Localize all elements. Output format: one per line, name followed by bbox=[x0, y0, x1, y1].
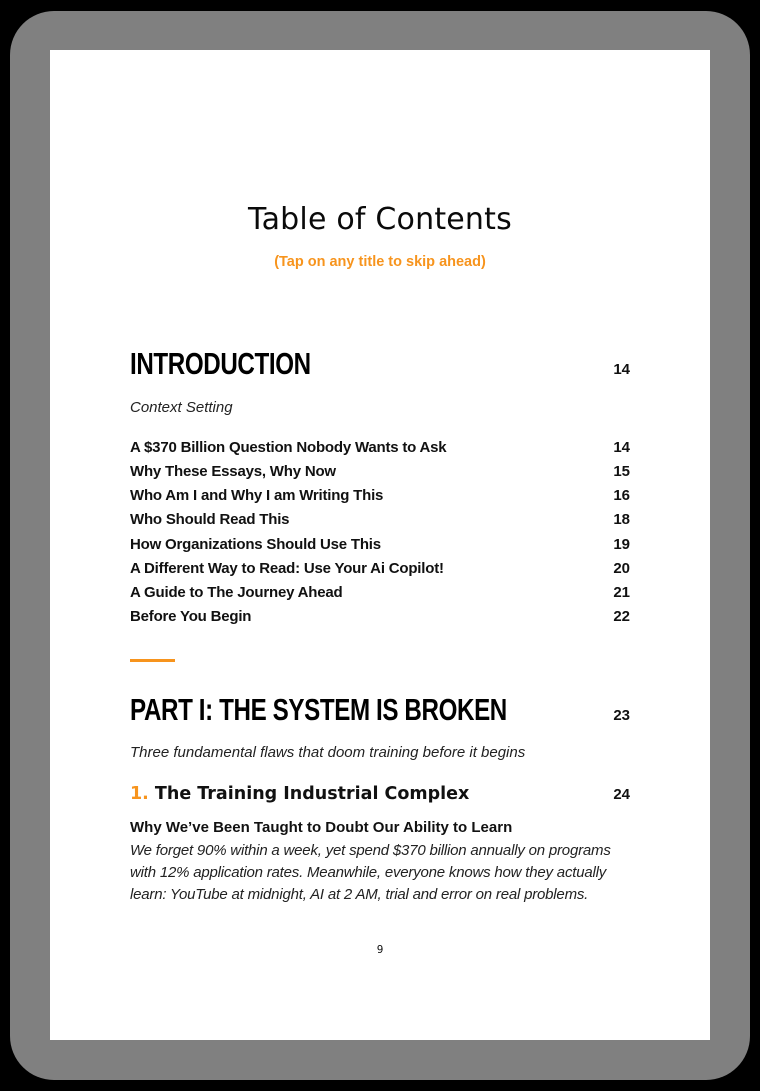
entry-title: Who Am I and Why I am Writing This bbox=[130, 487, 384, 504]
document-page bbox=[50, 50, 710, 1040]
entry-title: How Organizations Should Use This bbox=[130, 536, 381, 553]
page-number: 21 bbox=[613, 584, 630, 601]
entry-title: Why These Essays, Why Now bbox=[130, 463, 336, 480]
part-description: Context Setting bbox=[130, 399, 233, 416]
page-subtitle: (Tap on any title to skip ahead) bbox=[274, 254, 486, 270]
page-title: Table of Contents bbox=[248, 202, 512, 237]
toc-entry[interactable] bbox=[130, 463, 630, 480]
page-number: 19 bbox=[613, 536, 630, 553]
part-title: PART I: THE SYSTEM IS BROKEN bbox=[130, 692, 507, 727]
toc-entry[interactable] bbox=[130, 560, 630, 577]
entry-title: Before You Begin bbox=[130, 608, 252, 625]
toc-chapter-1[interactable] bbox=[130, 784, 630, 804]
part-title: INTRODUCTION bbox=[130, 346, 311, 381]
chapter-blurb: We forget 90% within a week, yet spend $370 billion annually on programs with 12% application rates. Meanwhile, everyone knows how they actually learn: YouTube at midnight, AI at 2 AM, trial and error on real problems. bbox=[130, 842, 611, 903]
page-number: 18 bbox=[613, 511, 630, 528]
entry-title: A Guide to The Journey Ahead bbox=[130, 584, 343, 601]
entry-title: A $370 Billion Question Nobody Wants to Ask bbox=[130, 439, 447, 456]
toc-part-1[interactable] bbox=[130, 692, 630, 728]
page-number: 14 bbox=[613, 361, 630, 378]
toc-part-introduction[interactable] bbox=[130, 346, 630, 382]
entry-title: A Different Way to Read: Use Your Ai Copilot! bbox=[130, 560, 444, 577]
page-number: 24 bbox=[613, 786, 630, 803]
page-number: 14 bbox=[613, 439, 630, 456]
chapter-subheading: Why We’ve Been Taught to Doubt Our Ability to Learn bbox=[130, 819, 513, 836]
toc-entry[interactable] bbox=[130, 487, 630, 504]
page-number: 22 bbox=[613, 608, 630, 625]
chapter-number: 1. bbox=[130, 784, 149, 804]
toc-entry[interactable] bbox=[130, 584, 630, 601]
page-number: 23 bbox=[613, 707, 630, 724]
toc-entry[interactable] bbox=[130, 511, 630, 528]
toc-entry[interactable] bbox=[130, 536, 630, 553]
page-number-footer: 9 bbox=[376, 943, 384, 956]
page-number: 20 bbox=[613, 560, 630, 577]
chapter-title-text: The Training Industrial Complex bbox=[154, 784, 470, 804]
part-description: Three fundamental flaws that doom training before it begins bbox=[130, 744, 526, 761]
page-number: 15 bbox=[613, 463, 630, 480]
section-divider bbox=[130, 659, 175, 662]
page-number: 16 bbox=[613, 487, 630, 504]
toc-entry[interactable] bbox=[130, 608, 630, 625]
chapter-title bbox=[130, 784, 469, 804]
toc-entry[interactable] bbox=[130, 439, 630, 456]
entry-title: Who Should Read This bbox=[130, 511, 290, 528]
